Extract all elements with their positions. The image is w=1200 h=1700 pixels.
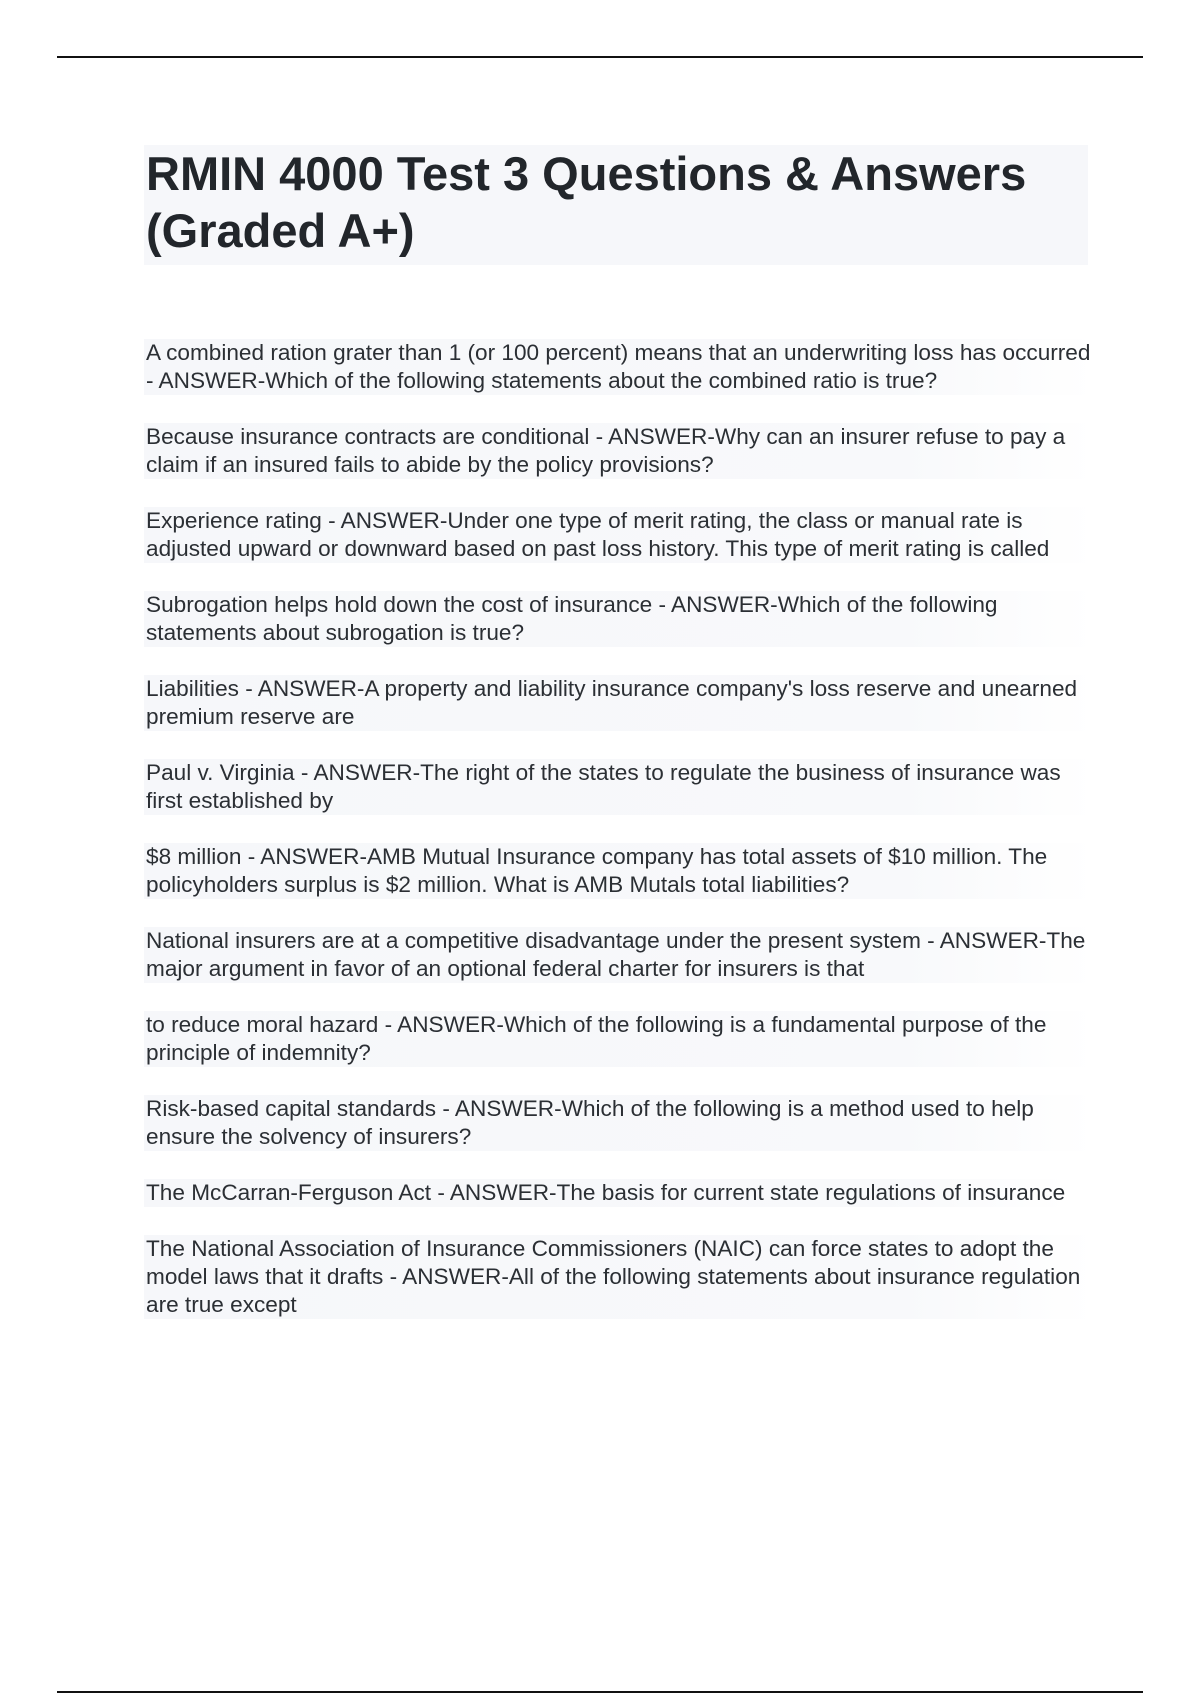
qa-list <box>144 339 1094 1347</box>
qa-item-9: to reduce moral hazard - ANSWER-Which of the following is a fundamental purpose of the principle of indemnity? <box>144 1011 1094 1067</box>
title-block <box>144 145 1088 265</box>
qa-item-10: Risk-based capital standards - ANSWER-Which of the following is a method used to help ensure the solvency of insurers? <box>144 1095 1094 1151</box>
qa-item-1: A combined ration grater than 1 (or 100 percent) means that an underwriting loss has occurred - ANSWER-Which of the following statements about the combined ratio is true? <box>144 339 1094 395</box>
qa-item-11: The McCarran-Ferguson Act - ANSWER-The basis for current state regulations of insurance <box>146 1180 1066 1205</box>
qa-item-7: $8 million - ANSWER-AMB Mutual Insurance company has total assets of $10 million. The policyholders surplus is $2 million. What is AMB Mutals total liabilities? <box>144 843 1094 899</box>
qa-item-5: Liabilities - ANSWER-A property and liability insurance company's loss reserve and unearned premium reserve are <box>144 675 1094 731</box>
qa-item-4: Subrogation helps hold down the cost of insurance - ANSWER-Which of the following statements about subrogation is true? <box>144 591 1094 647</box>
qa-item-2: Because insurance contracts are conditional - ANSWER-Why can an insurer refuse to pay a claim if an insured fails to abide by the policy provisions? <box>144 423 1094 479</box>
qa-item-3: Experience rating - ANSWER-Under one type of merit rating, the class or manual rate is adjusted upward or downward based on past loss history. This type of merit rating is called <box>144 507 1094 563</box>
document-title: RMIN 4000 Test 3 Questions & Answers (Graded A+) <box>146 147 1027 257</box>
qa-item-12: The National Association of Insurance Commissioners (NAIC) can force states to adopt the model laws that it drafts - ANSWER-All of the following statements about insurance regulation are true except <box>144 1235 1094 1319</box>
bottom-rule <box>57 1691 1143 1693</box>
top-rule <box>57 56 1143 58</box>
qa-item-8: National insurers are at a competitive disadvantage under the present system - ANSWER-The major argument in favor of an optional federal charter for insurers is that <box>144 927 1094 983</box>
qa-item-6: Paul v. Virginia - ANSWER-The right of the states to regulate the business of insurance was first established by <box>144 759 1094 815</box>
